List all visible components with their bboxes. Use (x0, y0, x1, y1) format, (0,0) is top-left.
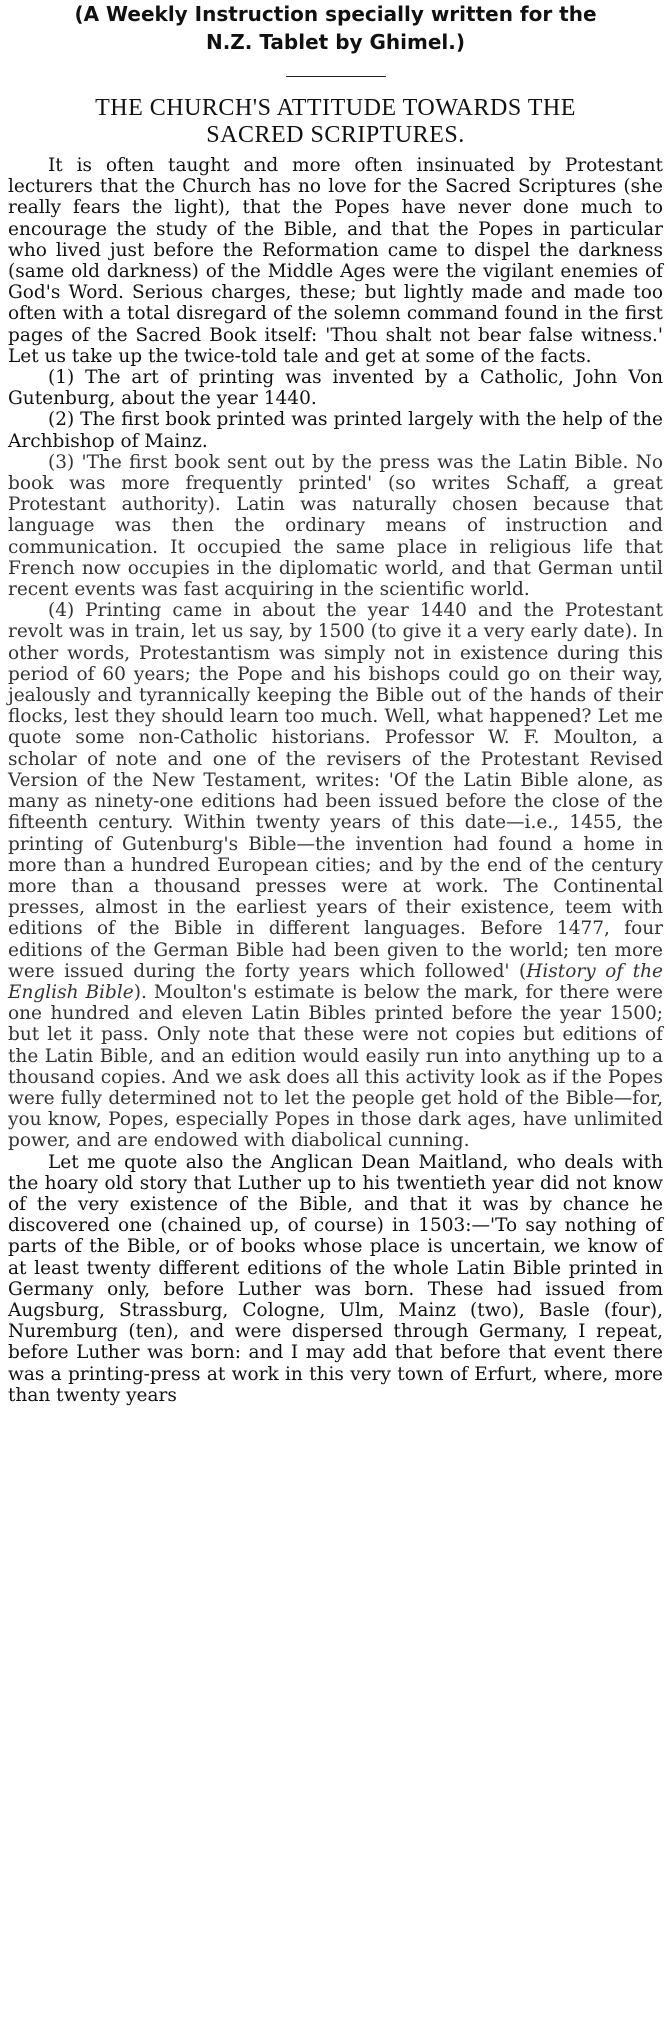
header-line-2: N.Z. Tablet by Ghimel.) (205, 30, 466, 54)
header-line-1: (A Weekly Instruction specially written for the (74, 2, 597, 26)
paragraph-point-1: (1) The art of printing was invented by a Catholic, John Von Gutenburg, about the year 1440. (8, 367, 663, 410)
paragraph-intro: It is often taught and more often insinuated by Protestant lecturers that the Church has no love for the Sacred Scriptures (she really fears the light), that the Popes have never done much to encourage the study of the Bible, and that the Popes in particular who lived just before the Reformation came to dispel the darkness (same old darkness) of the Middle Ages were the vigilant enemies of God's Word. Serious charges, these; but lightly made and made too often with a total disregard of the solemn command found in the first pages of the Sacred Book itself: 'Thou shalt not bear false witness.' Let us take up the twice-told tale and get at some of the facts. (8, 155, 663, 367)
paragraph-point-2: (2) The first book printed was printed largely with the help of the Archbishop of Mainz. (8, 409, 663, 452)
column-header (8, 0, 663, 56)
paragraph-point-4-text-a: (4) Printing came in about the year 1440 and the Protestant revolt was in train, let us say, by 1500 (to give it a very early date). In other words, Protestantism was simply not in existence during this period of 60 years; the Pope and his bishops could go on their way, jealously and tyrannically keeping the Bible out of the hands of their flocks, lest they should learn too much. Well, what happened? Let me quote some non-Catholic historians. Professor W. F. Moulton, a scholar of note and one of the revisers of the Protestant Revised Version of the New Testament, writes: 'Of the Latin Bible alone, as many as ninety-one editions had been issued before the close of the fifteenth century. Within twenty years of this date—i.e., 1455, the printing of Gutenburg's Bible—the invention had found a home in more than a hundred European cities; and by the end of the century more than a thousand presses were at work. The Continental presses, almost in the earliest years of their existence, teem with editions of the Bible in different languages. Before 1477, four editions of the German Bible had been given to the world; ten more were issued during the forty years which followed' ( (8, 600, 663, 982)
article-title (8, 95, 663, 149)
citation-history-english-bible: History of the English Bible (8, 960, 663, 1003)
title-line-1: THE CHURCH'S ATTITUDE TOWARDS THE (95, 95, 576, 121)
divider-rule (286, 76, 386, 77)
paragraph-point-4 (8, 600, 663, 1151)
paragraph-point-3: (3) 'The first book sent out by the press was the Latin Bible. No book was more frequently printed' (so writes Schaff, a great Protestant authority). Latin was naturally chosen because that language was then the ordinary means of instruction and communication. It occupied the same place in religious life that French now occupies in the diplomatic world, and that German until recent events was fast acquiring in the scientific world. (8, 451, 663, 601)
paragraph-maitland: Let me quote also the Anglican Dean Maitland, who deals with the hoary old story that Luther up to his twentieth year did not know of the very existence of the Bible, and that it was by chance he discovered one (chained up, of course) in 1503:—'To say nothing of parts of the Bible, or of books whose place is uncertain, we know of at least twenty different editions of the whole Latin Bible printed in Germany only, before Luther was born. These had issued from Augsburg, Strassburg, Cologne, Ulm, Mainz (two), Basle (four), Nuremburg (ten), and were dispersed through Germany, I repeat, before Luther was born: and I may add that before that event there was a printing-press at work in this very town of Erfurt, where, more than twenty years (8, 1151, 663, 1406)
article-body (8, 155, 663, 1406)
paragraph-point-4-text-b: ). Moulton's estimate is below the mark, for there were one hundred and eleven Latin Bibles printed before the year 1500; but let it pass. Only note that these were not copies but editions of the Latin Bible, and an edition would easily run into anything up to a thousand copies. And we ask does all this activity look as if the Popes were fully determined not to let the people get hold of the Bible—for, you know, Popes, especially Popes in those dark ages, have unlimited power, and are endowed with diabolical cunning. (8, 981, 663, 1152)
title-line-2: SACRED SCRIPTURES. (206, 122, 465, 148)
